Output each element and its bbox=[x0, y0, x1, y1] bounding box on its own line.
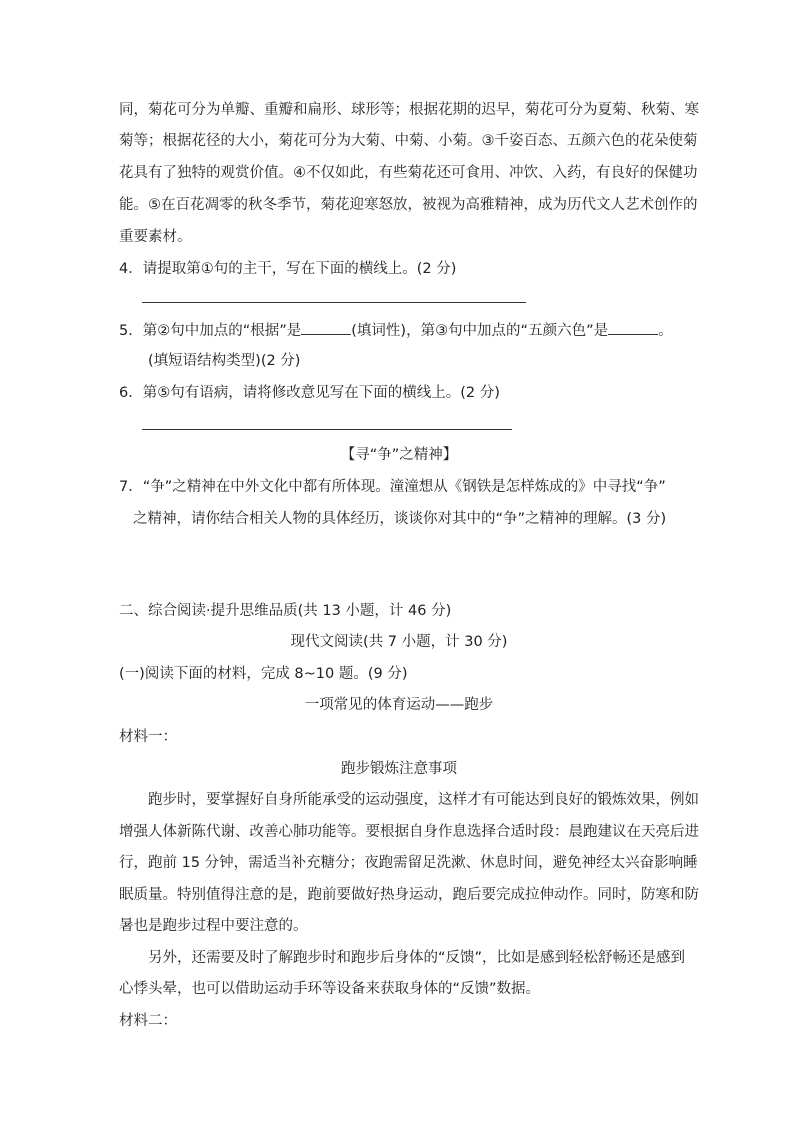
answer-line-q4[interactable] bbox=[142, 302, 526, 303]
material1-title: 跑步锻炼注意事项 bbox=[341, 761, 457, 777]
answer-line-q6[interactable] bbox=[142, 429, 512, 430]
part2-subheading: 现代文阅读(共 7 小题，计 30 分) bbox=[290, 634, 508, 650]
paragraph-line: 跑步时，要掌握好自身所能承受的运动强度，这样才有可能达到良好的锻炼效果，例如 bbox=[148, 792, 699, 808]
article-title: 一项常见的体育运动——跑步 bbox=[304, 697, 494, 713]
paragraph-line: 暑也是跑步过程中要注意的。 bbox=[119, 918, 308, 934]
question-5-line2: (填短语结构类型)(2 分) bbox=[148, 353, 301, 369]
passage-line: 花具有了独特的观赏价值。④不仅如此，有些菊花还可食用、冲饮、入药，有良好的保健功 bbox=[119, 165, 698, 181]
material1-label: 材料一： bbox=[119, 729, 177, 745]
answer-blank-q5-1[interactable] bbox=[301, 320, 351, 335]
paragraph-line: 增强人体新陈代谢、改善心肺功能等。要根据自身作息选择合适时段：晨跑建议在天亮后进 bbox=[119, 824, 699, 840]
question-5-part3: 。 bbox=[658, 323, 673, 339]
part2-heading: 二、综合阅读·提升思维品质(共 13 小题，计 46 分) bbox=[119, 603, 452, 619]
answer-blank-q5-2[interactable] bbox=[608, 320, 658, 335]
paragraph-line: 另外，还需要及时了解跑步时和跑步后身体的“反馈”，比如是感到轻松舒畅还是感到 bbox=[148, 950, 686, 966]
question-4: 4．请提取第①句的主干，写在下面的横线上。(2 分) bbox=[119, 261, 457, 277]
question-6: 6．第⑤句有语病，请将修改意见写在下面的横线上。(2 分) bbox=[119, 385, 500, 401]
paragraph-line: 眠质量。特别值得注意的是，跑前要做好热身运动，跑后要完成拉伸动作。同时，防寒和防 bbox=[119, 887, 699, 903]
passage-line: 能。⑤在百花凋零的秋冬季节，菊花迎寒怒放，被视为高雅精神，成为历代文人艺术创作的 bbox=[119, 197, 698, 213]
paragraph-line: 行，跑前 15 分钟，需适当补充糖分；夜跑需留足洗漱、休息时间，避免神经太兴奋影响睡 bbox=[119, 855, 698, 871]
passage-line: 同，菊花可分为单瓣、重瓣和扁形、球形等；根据花期的迟早，菊花可分为夏菊、秋菊、寒 bbox=[119, 102, 699, 118]
question-5-part2: (填词性)，第③句中加点的“五颜六色”是 bbox=[351, 323, 609, 339]
question-7-line1: 7．“争”之精神在中外文化中都有所体现。潼潼想从《钢铁是怎样炼成的》中寻找“争” bbox=[119, 479, 666, 495]
material2-label: 材料二： bbox=[119, 1013, 177, 1029]
passage-line: 菊等；根据花径的大小，菊花可分为大菊、中菊、小菊。③千姿百态、五颜六色的花朵使菊 bbox=[119, 133, 698, 149]
part2-instruction: (一)阅读下面的材料，完成 8~10 题。(9 分) bbox=[119, 666, 408, 682]
paragraph-line: 心悸头晕，也可以借助运动手环等设备来获取身体的“反馈”数据。 bbox=[119, 981, 541, 997]
question-5-part1: 5．第②句中加点的“根据”是 bbox=[119, 323, 302, 339]
question-5 bbox=[119, 320, 679, 341]
question-7-line2: 之精神，请你结合相关人物的具体经历，谈谈你对其中的“争”之精神的理解。(3 分) bbox=[133, 511, 667, 527]
section-title: 【寻“争”之精神】 bbox=[340, 447, 458, 463]
passage-line: 重要素材。 bbox=[119, 229, 192, 245]
